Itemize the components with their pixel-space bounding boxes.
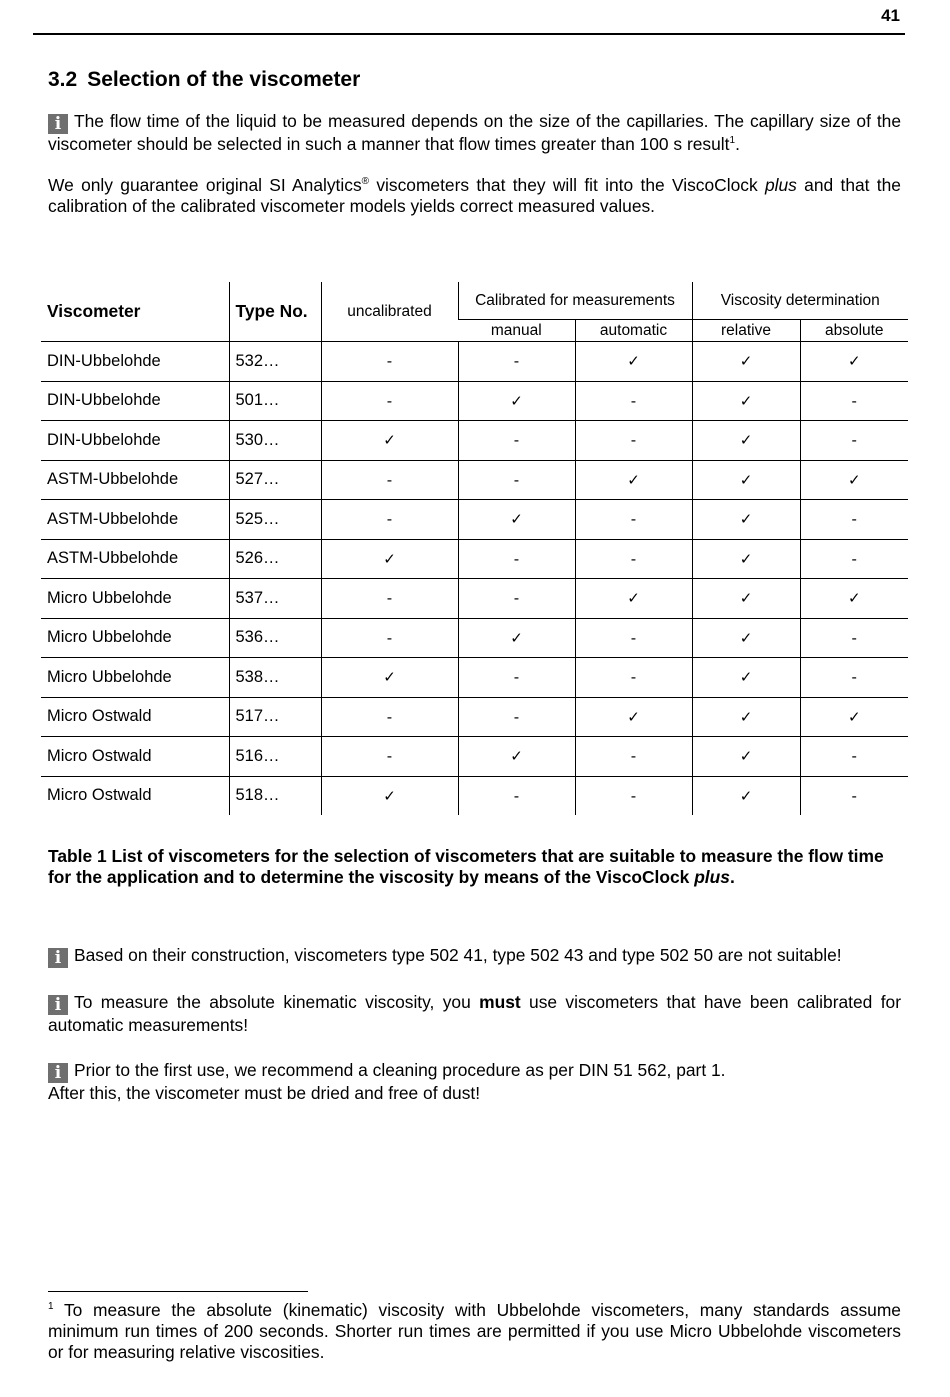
info-icon: i xyxy=(48,948,68,968)
cell-uncalibrated: ✓ xyxy=(321,658,458,698)
cell-type: 537… xyxy=(229,579,321,619)
cell-uncalibrated: - xyxy=(321,460,458,500)
footnote-reference: 1 xyxy=(729,135,736,147)
footnote xyxy=(48,1300,901,1363)
cell-type: 501… xyxy=(229,381,321,421)
cell-absolute: - xyxy=(800,421,908,461)
info-icon: i xyxy=(48,1063,68,1083)
cell-type: 526… xyxy=(229,539,321,579)
table-row xyxy=(41,618,908,658)
cell-absolute: - xyxy=(800,658,908,698)
header-type-no: Type No. xyxy=(229,282,321,342)
cell-absolute: ✓ xyxy=(800,697,908,737)
cell-manual: ✓ xyxy=(458,618,575,658)
cell-automatic: - xyxy=(575,381,692,421)
cell-type: 536… xyxy=(229,618,321,658)
cell-automatic: ✓ xyxy=(575,342,692,382)
cell-manual: - xyxy=(458,460,575,500)
cell-viscometer: Micro Ubbelohde xyxy=(41,579,229,619)
registered-mark: ® xyxy=(361,176,370,188)
cell-manual: ✓ xyxy=(458,500,575,540)
cell-absolute: - xyxy=(800,500,908,540)
cell-absolute: ✓ xyxy=(800,579,908,619)
cell-absolute: - xyxy=(800,618,908,658)
note-1-text: Based on their construction, viscometers type 502 41, type 502 43 and type 502 50 are not suitable! xyxy=(74,945,842,965)
cell-uncalibrated: - xyxy=(321,697,458,737)
cell-uncalibrated: - xyxy=(321,618,458,658)
cell-viscometer: Micro Ostwald xyxy=(41,737,229,777)
cell-viscometer: DIN-Ubbelohde xyxy=(41,381,229,421)
cell-relative: ✓ xyxy=(692,579,800,619)
cell-automatic: - xyxy=(575,776,692,815)
cell-automatic: - xyxy=(575,658,692,698)
cell-viscometer: Micro Ostwald xyxy=(41,697,229,737)
cell-manual: - xyxy=(458,697,575,737)
cell-absolute: - xyxy=(800,776,908,815)
note-not-suitable xyxy=(48,945,901,968)
table-row xyxy=(41,342,908,382)
cell-manual: - xyxy=(458,421,575,461)
footnote-text: To measure the absolute (kinematic) viscosity with Ubbelohde viscometers, many standards assume minimum run times of 200 seconds. Shorter run times are permitted if you use Micro Ubbelohde viscometers or for measuring relative viscosities. xyxy=(48,1300,901,1362)
intro-paragraph-1 xyxy=(48,111,901,155)
intro-p2-plus: plus xyxy=(764,175,797,195)
footnote-rule xyxy=(48,1291,308,1292)
section-title xyxy=(48,68,360,92)
cell-viscometer: ASTM-Ubbelohde xyxy=(41,500,229,540)
intro-paragraph-2 xyxy=(48,175,901,217)
note-2-b: use viscometers that have been calibrated for automatic measurements! xyxy=(48,992,901,1035)
cell-relative: ✓ xyxy=(692,460,800,500)
cell-uncalibrated: - xyxy=(321,579,458,619)
cell-absolute: - xyxy=(800,381,908,421)
header-viscosity-group: Viscosity determination xyxy=(692,282,908,320)
cell-relative: ✓ xyxy=(692,539,800,579)
caption-text: Table 1 List of viscometers for the selection of viscometers that are suitable to measure the flow time for the application and to determine the viscosity by means of the ViscoClock xyxy=(48,846,884,887)
cell-manual: - xyxy=(458,539,575,579)
cell-automatic: - xyxy=(575,539,692,579)
intro-p1-end: . xyxy=(735,134,740,154)
cell-type: 517… xyxy=(229,697,321,737)
header-absolute: absolute xyxy=(800,320,908,342)
header-automatic: automatic xyxy=(575,320,692,342)
cell-uncalibrated: - xyxy=(321,500,458,540)
cell-manual: - xyxy=(458,776,575,815)
table-row xyxy=(41,500,908,540)
info-icon: i xyxy=(48,995,68,1015)
header-rule xyxy=(33,33,905,35)
cell-absolute: - xyxy=(800,737,908,777)
note-cleaning xyxy=(48,1060,901,1104)
note-2-must: must xyxy=(479,992,521,1012)
cell-manual: ✓ xyxy=(458,381,575,421)
viscometer-table xyxy=(41,282,908,815)
cell-uncalibrated: ✓ xyxy=(321,421,458,461)
cell-automatic: - xyxy=(575,421,692,461)
cell-viscometer: Micro Ubbelohde xyxy=(41,618,229,658)
cell-relative: ✓ xyxy=(692,342,800,382)
note-absolute-viscosity xyxy=(48,992,901,1036)
cell-manual: - xyxy=(458,342,575,382)
section-number: 3.2 xyxy=(48,68,78,91)
note-3-line-1: Prior to the first use, we recommend a cleaning procedure as per DIN 51 562, part 1. xyxy=(74,1060,726,1080)
cell-uncalibrated: - xyxy=(321,737,458,777)
footnote-mark: 1 xyxy=(48,1301,54,1313)
table-row xyxy=(41,737,908,777)
cell-type: 532… xyxy=(229,342,321,382)
intro-p2-c: and that the calibration of the calibrated viscometer models yields correct measured values. xyxy=(48,175,901,216)
table-row xyxy=(41,539,908,579)
cell-automatic: - xyxy=(575,737,692,777)
cell-viscometer: DIN-Ubbelohde xyxy=(41,342,229,382)
cell-viscometer: ASTM-Ubbelohde xyxy=(41,539,229,579)
cell-uncalibrated: - xyxy=(321,342,458,382)
note-2-a: To measure the absolute kinematic viscosity, you xyxy=(74,992,480,1012)
table-row xyxy=(41,658,908,698)
table-row xyxy=(41,421,908,461)
header-uncalibrated: uncalibrated xyxy=(321,282,458,342)
cell-automatic: ✓ xyxy=(575,697,692,737)
table-row xyxy=(41,579,908,619)
cell-viscometer: ASTM-Ubbelohde xyxy=(41,460,229,500)
cell-manual: ✓ xyxy=(458,737,575,777)
table-row xyxy=(41,776,908,815)
table-caption xyxy=(48,846,901,888)
cell-viscometer: Micro Ostwald xyxy=(47,786,152,805)
cell-relative: ✓ xyxy=(692,500,800,540)
cell-relative: ✓ xyxy=(692,776,800,815)
cell-absolute: - xyxy=(800,539,908,579)
header-calibrated-group: Calibrated for measurements xyxy=(458,282,692,320)
cell-type: 530… xyxy=(229,421,321,461)
cell-automatic: ✓ xyxy=(575,460,692,500)
cell-relative: ✓ xyxy=(692,618,800,658)
header-viscometer: Viscometer xyxy=(41,282,229,342)
caption-end: . xyxy=(729,867,735,887)
cell-absolute: ✓ xyxy=(800,342,908,382)
cell-type: 525… xyxy=(229,500,321,540)
table-row xyxy=(41,460,908,500)
page-number: 41 xyxy=(881,6,900,25)
table-row xyxy=(41,381,908,421)
cell-type: 518… xyxy=(229,776,321,815)
cell-relative: ✓ xyxy=(692,381,800,421)
cell-automatic: - xyxy=(575,618,692,658)
cell-manual: - xyxy=(458,658,575,698)
cell-automatic: ✓ xyxy=(575,579,692,619)
section-title-text: Selection of the viscometer xyxy=(87,68,361,91)
intro-p1-text: The flow time of the liquid to be measured depends on the size of the capillaries. The capillary size of the viscometer should be selected in such a manner that flow times greater than 100 s result xyxy=(48,111,901,154)
info-icon: i xyxy=(48,114,68,134)
cell-relative: ✓ xyxy=(692,697,800,737)
cell-viscometer: DIN-Ubbelohde xyxy=(41,421,229,461)
cell-uncalibrated: - xyxy=(321,381,458,421)
note-3-line-2: After this, the viscometer must be dried and free of dust! xyxy=(48,1083,481,1103)
intro-p2-a: We only guarantee original SI Analytics xyxy=(48,175,362,195)
cell-automatic: - xyxy=(575,500,692,540)
cell-relative: ✓ xyxy=(692,658,800,698)
caption-plus: plus xyxy=(694,867,730,887)
cell-type: 538… xyxy=(229,658,321,698)
cell-uncalibrated: ✓ xyxy=(321,539,458,579)
cell-absolute: ✓ xyxy=(800,460,908,500)
cell-viscometer: Micro Ubbelohde xyxy=(41,658,229,698)
header-relative: relative xyxy=(692,320,800,342)
table-row xyxy=(41,697,908,737)
header-manual: manual xyxy=(458,320,575,342)
cell-relative: ✓ xyxy=(692,737,800,777)
cell-manual: - xyxy=(458,579,575,619)
cell-type: 527… xyxy=(229,460,321,500)
cell-relative: ✓ xyxy=(692,421,800,461)
intro-p2-b: viscometers that they will fit into the ViscoClock xyxy=(369,175,765,195)
cell-uncalibrated: ✓ xyxy=(321,776,458,815)
cell-type: 516… xyxy=(229,737,321,777)
